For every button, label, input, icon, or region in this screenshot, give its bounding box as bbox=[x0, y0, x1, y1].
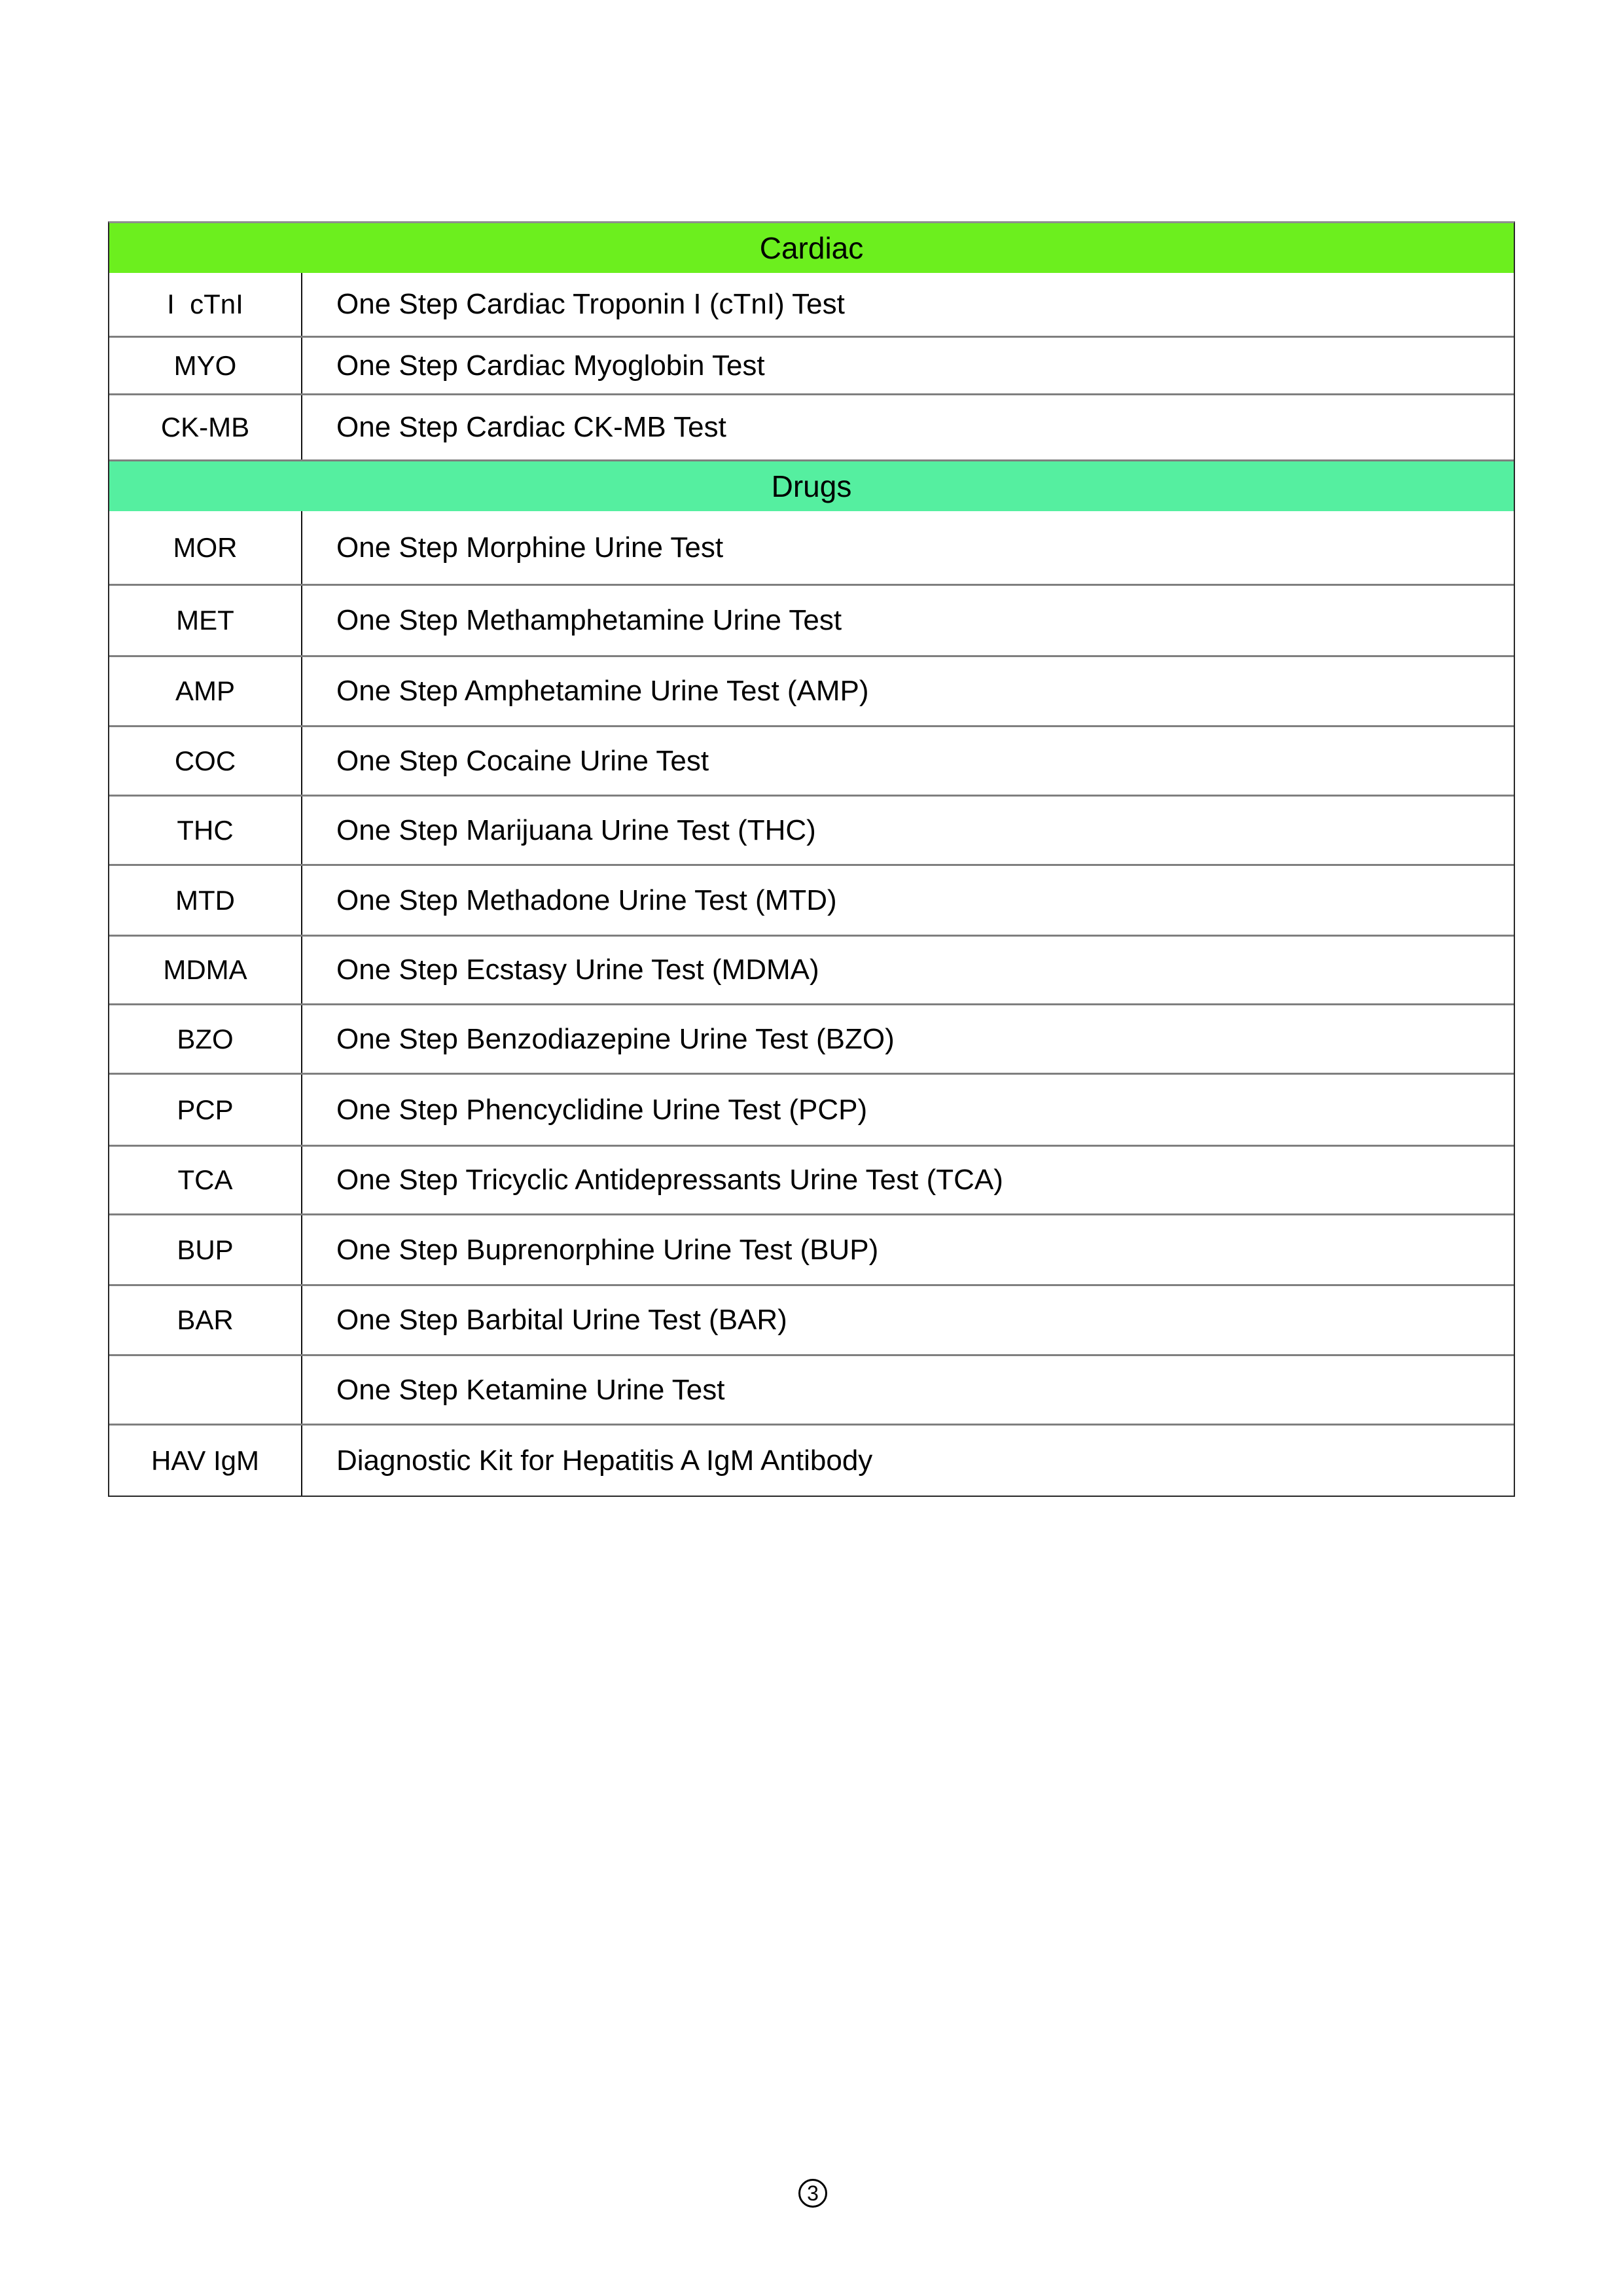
section-header-cardiac: Cardiac bbox=[109, 223, 1514, 273]
product-name-cell: One Step Ketamine Urine Test bbox=[336, 1373, 725, 1406]
product-name-cell: One Step Cocaine Urine Test bbox=[336, 744, 709, 777]
page-number: 3 bbox=[807, 2181, 819, 2205]
product-code-cell: AMP bbox=[109, 657, 302, 725]
product-code-cell: BAR bbox=[109, 1286, 302, 1354]
table-row bbox=[109, 1286, 1514, 1356]
product-catalog-table bbox=[108, 221, 1515, 1497]
product-name-cell: One Step Methamphetamine Urine Test bbox=[336, 604, 842, 636]
product-code-cell: MYO bbox=[109, 338, 302, 393]
table-row bbox=[109, 1426, 1514, 1496]
product-code-cell: MET bbox=[109, 586, 302, 655]
table-row bbox=[109, 1356, 1514, 1426]
table-row bbox=[109, 657, 1514, 727]
product-name-cell: One Step Cardiac CK-MB Test bbox=[336, 411, 726, 443]
product-code-cell: CK-MB bbox=[109, 395, 302, 459]
product-name-cell: One Step Barbital Urine Test (BAR) bbox=[336, 1304, 787, 1336]
product-code-cell: MDMA bbox=[109, 937, 302, 1003]
product-name-cell: One Step Marijuana Urine Test (THC) bbox=[336, 814, 816, 846]
product-code-cell: BZO bbox=[109, 1005, 302, 1073]
product-code-cell: BUP bbox=[109, 1215, 302, 1284]
product-name-cell: One Step Tricyclic Antidepressants Urine Test (TCA) bbox=[336, 1164, 1003, 1196]
table-row bbox=[109, 1215, 1514, 1286]
product-name-cell: One Step Amphetamine Urine Test (AMP) bbox=[336, 675, 869, 707]
table-row bbox=[109, 797, 1514, 866]
product-code-cell: I cTnI bbox=[109, 273, 302, 336]
table-row bbox=[109, 1005, 1514, 1075]
table-row bbox=[109, 338, 1514, 395]
table-row bbox=[109, 586, 1514, 657]
page-number-badge bbox=[798, 2179, 827, 2208]
product-name-cell: One Step Ecstasy Urine Test (MDMA) bbox=[336, 954, 819, 986]
product-name-cell: One Step Morphine Urine Test bbox=[336, 531, 724, 564]
product-code-cell: MTD bbox=[109, 866, 302, 935]
section-header-drugs: Drugs bbox=[109, 461, 1514, 511]
product-name-cell: One Step Methadone Urine Test (MTD) bbox=[336, 884, 837, 916]
table-row bbox=[109, 1075, 1514, 1147]
product-code-cell: MOR bbox=[109, 511, 302, 584]
product-name-cell: One Step Buprenorphine Urine Test (BUP) bbox=[336, 1233, 879, 1266]
product-code-cell: PCP bbox=[109, 1075, 302, 1145]
table-row bbox=[109, 866, 1514, 937]
product-name-cell: One Step Phencyclidine Urine Test (PCP) bbox=[336, 1093, 868, 1126]
product-name-cell: One Step Cardiac Troponin I (cTnI) Test bbox=[336, 288, 845, 320]
table-row bbox=[109, 727, 1514, 797]
table-row bbox=[109, 937, 1514, 1005]
product-name-cell: Diagnostic Kit for Hepatitis A IgM Antibody bbox=[336, 1444, 873, 1477]
table-row bbox=[109, 1147, 1514, 1215]
product-name-cell: One Step Benzodiazepine Urine Test (BZO) bbox=[336, 1022, 895, 1055]
product-code-cell: COC bbox=[109, 727, 302, 795]
product-code-cell bbox=[109, 1356, 302, 1424]
table-row bbox=[109, 273, 1514, 338]
table-row bbox=[109, 395, 1514, 461]
product-name-cell: One Step Cardiac Myoglobin Test bbox=[336, 349, 765, 382]
product-code-cell: THC bbox=[109, 797, 302, 864]
product-code-cell: TCA bbox=[109, 1147, 302, 1213]
table-row bbox=[109, 511, 1514, 586]
product-code-cell: HAV IgM bbox=[109, 1426, 302, 1496]
